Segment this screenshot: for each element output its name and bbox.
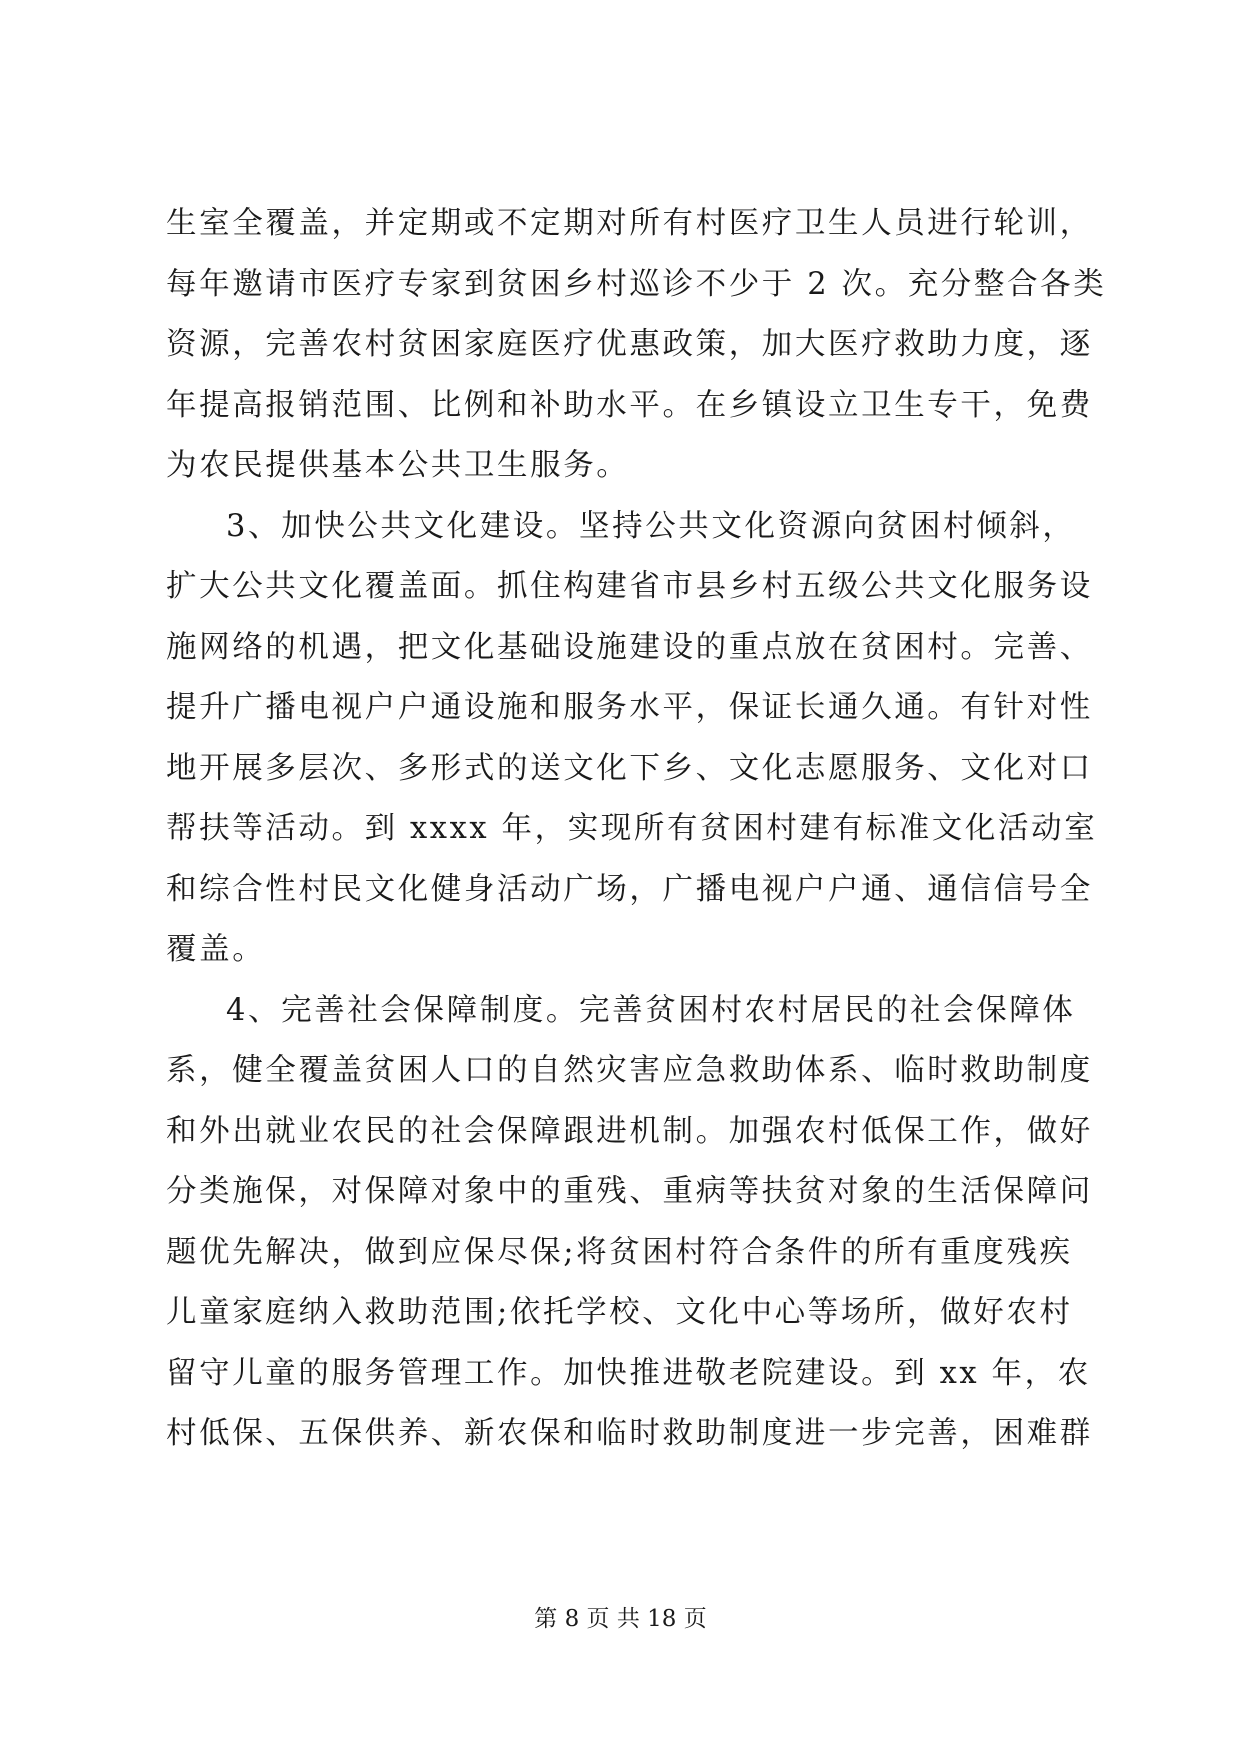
page-footer: 第 8 页 共 18 页 (534, 1606, 707, 1632)
text-line: 分类施保，对保障对象中的重残、重病等扶贫对象的生活保障问 (166, 1174, 1093, 1209)
text-line: 资源，完善农村贫困家庭医疗优惠政策，加大医疗救助力度，逐 (166, 327, 1093, 362)
text-line: 地开展多层次、多形式的送文化下乡、文化志愿服务、文化对口 (166, 750, 1093, 786)
text-line: 年提高报销范围、比例和补助水平。在乡镇设立卫生专干，免费 (166, 387, 1093, 423)
text-line: 和外出就业农民的社会保障跟进机制。加强农村低保工作，做好 (166, 1113, 1093, 1149)
text-line: 题优先解决，做到应保尽保;将贫困村符合条件的所有重度残疾 (166, 1234, 1073, 1270)
text-line: 留守儿童的服务管理工作。加快推进敬老院建设。到 xx 年，农 (166, 1355, 1091, 1391)
text-line: 每年邀请市医疗专家到贫困乡村巡诊不少于 2 次。充分整合各类 (166, 266, 1107, 302)
text-line: 帮扶等活动。到 xxxx 年，实现所有贫困村建有标准文化活动室 (166, 811, 1098, 846)
text-line: 覆盖。 (166, 932, 266, 967)
text-line: 3、加快公共文化建设。坚持公共文化资源向贫困村倾斜， (226, 508, 1076, 544)
text-line: 扩大公共文化覆盖面。抓住构建省市县乡村五级公共文化服务设 (166, 569, 1093, 604)
text-line: 施网络的机遇，把文化基础设施建设的重点放在贫困村。完善、 (166, 629, 1093, 665)
text-line: 4、完善社会保障制度。完善贫困村农村居民的社会保障体 (226, 992, 1076, 1028)
text-line: 为农民提供基本公共卫生服务。 (166, 448, 630, 483)
body-text (166, 194, 1107, 1465)
text-line: 儿童家庭纳入救助范围;依托学校、文化中心等场所，做好农村 (166, 1295, 1073, 1330)
text-line: 村低保、五保供养、新农保和临时救助制度进一步完善，困难群 (166, 1416, 1093, 1451)
text-line: 和综合性村民文化健身活动广场，广播电视户户通、通信信号全 (166, 871, 1093, 907)
text-line: 系，健全覆盖贫困人口的自然灾害应急救助体系、临时救助制度 (166, 1053, 1093, 1088)
text-line: 生室全覆盖，并定期或不定期对所有村医疗卫生人员进行轮训， (166, 206, 1093, 241)
text-line: 提升广播电视户户通设施和服务水平，保证长通久通。有针对性 (166, 690, 1093, 725)
